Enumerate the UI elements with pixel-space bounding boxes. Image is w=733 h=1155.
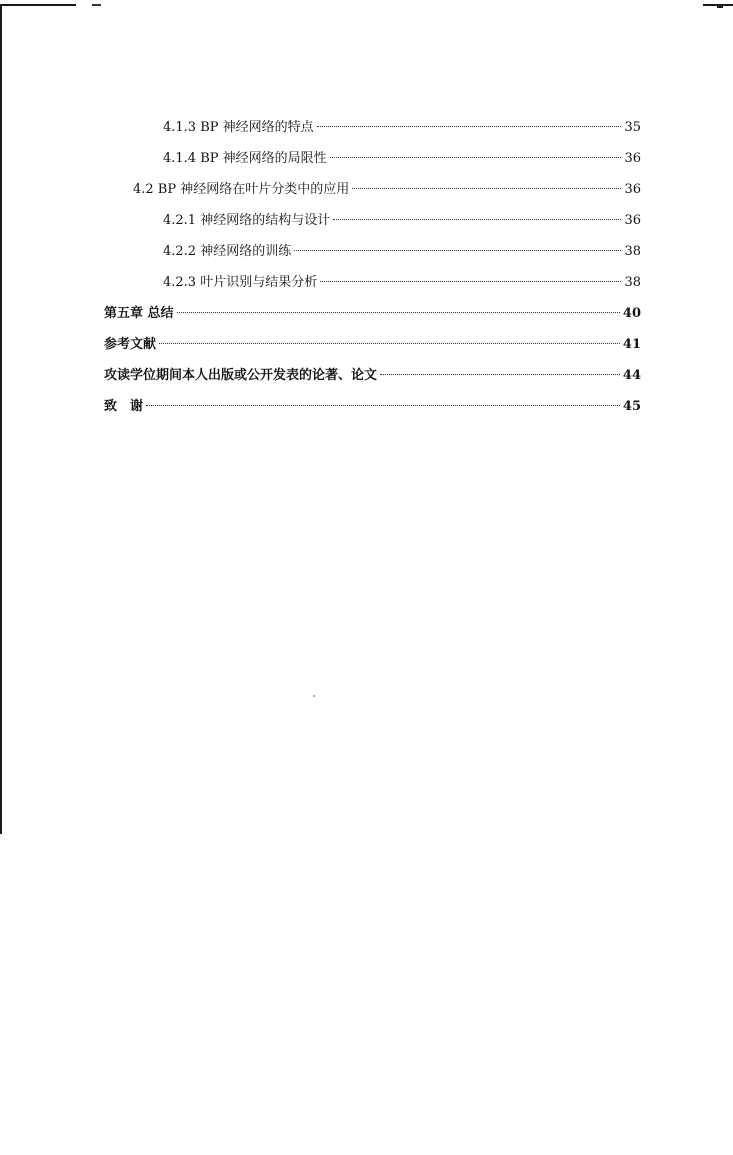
scan-top-left-edge <box>0 4 76 6</box>
toc-entry-4-2-2[interactable] <box>163 243 641 261</box>
toc-entry-title: 4.1.3 BP 神经网络的特点 <box>163 120 314 135</box>
dot-leader <box>320 281 621 282</box>
toc-entry-page: 38 <box>624 275 641 290</box>
toc-entry-page: 38 <box>624 244 641 259</box>
dot-leader <box>317 126 622 127</box>
toc-entry-4-2-3[interactable] <box>163 274 641 292</box>
toc-entry-publications[interactable] <box>104 367 641 385</box>
dot-leader <box>352 188 621 189</box>
toc-entry-title: 4.2.2 神经网络的训练 <box>163 244 292 259</box>
dot-leader <box>330 157 622 158</box>
toc-entry-title: 攻读学位期间本人出版或公开发表的论著、论文 <box>104 368 378 383</box>
dot-leader <box>146 405 620 406</box>
toc-entry-references[interactable] <box>104 336 641 354</box>
toc-entry-page: 36 <box>624 151 641 166</box>
toc-entry-4-1-3[interactable] <box>163 119 641 137</box>
scan-left-edge <box>0 6 2 834</box>
scan-top-right-mark <box>717 1 723 8</box>
toc-entry-4-2[interactable] <box>133 181 641 199</box>
toc-entry-title: 4.2.3 叶片识别与结果分析 <box>163 275 318 290</box>
toc-entry-title: 参考文献 <box>104 337 157 352</box>
toc-entry-title: 4.1.4 BP 神经网络的局限性 <box>163 151 327 166</box>
toc-entry-page: 45 <box>622 399 641 414</box>
toc-entry-title: 致 谢 <box>104 399 144 414</box>
scan-top-mark <box>92 4 101 6</box>
toc-entry-title: 4.2.1 神经网络的结构与设计 <box>163 213 331 228</box>
toc-entry-title: 4.2 BP 神经网络在叶片分类中的应用 <box>133 182 350 197</box>
dot-leader <box>333 219 621 220</box>
toc-entry-page: 44 <box>622 368 641 383</box>
dot-leader <box>159 343 620 344</box>
toc-entry-4-2-1[interactable] <box>163 212 641 230</box>
toc-entry-page: 36 <box>624 213 641 228</box>
toc-entry-4-1-4[interactable] <box>163 150 641 168</box>
toc-entry-page: 36 <box>624 182 641 197</box>
dot-leader <box>380 374 620 375</box>
dot-leader <box>177 312 620 313</box>
scan-speck <box>313 695 315 697</box>
toc-entry-page: 41 <box>622 337 641 352</box>
toc-entry-page: 35 <box>624 120 641 135</box>
toc-entry-chapter-5[interactable] <box>104 305 641 323</box>
toc-entry-acknowledgements[interactable] <box>104 398 641 416</box>
toc-entry-page: 40 <box>622 306 641 321</box>
dot-leader <box>294 250 621 251</box>
toc-entry-title: 第五章 总结 <box>104 306 174 321</box>
